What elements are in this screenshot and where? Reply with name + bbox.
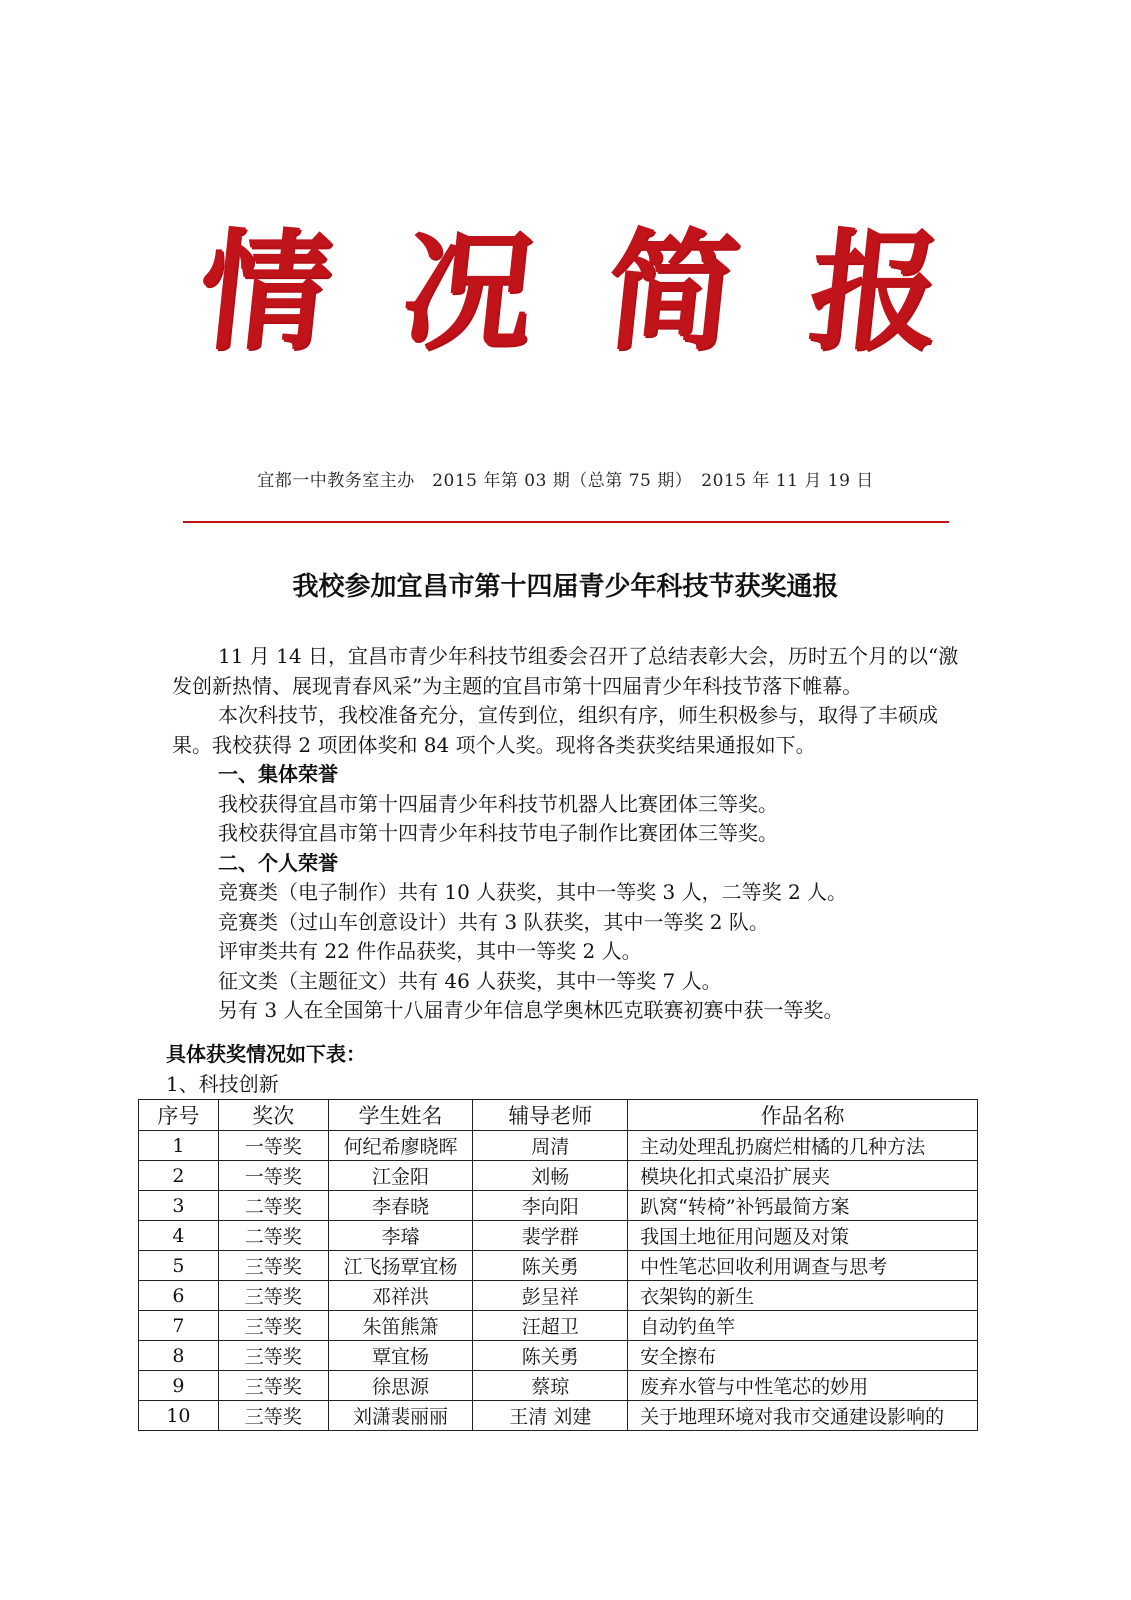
table-row: [139, 1281, 978, 1311]
table-heading: 具体获奖情况如下表：: [166, 1042, 366, 1066]
table-cell: 王清 刘建: [473, 1401, 628, 1431]
document-title: 我校参加宜昌市第十四届青少年科技节获奖通报: [292, 572, 839, 602]
table-cell: 二等奖: [218, 1221, 328, 1251]
column-header: 学生姓名: [328, 1100, 473, 1131]
table-cell: 江飞扬覃宜杨: [328, 1251, 473, 1281]
table-cell: 自动钓鱼竿: [628, 1311, 978, 1341]
table-cell: 8: [139, 1341, 219, 1371]
section-heading: 一、集体荣誉: [218, 762, 338, 786]
table-cell: 刘潇裴丽丽: [328, 1401, 473, 1431]
list-item: 竞赛类（电子制作）共有 10 人获奖，其中一等奖 3 人，二等奖 2 人。: [218, 880, 848, 904]
table-row: [139, 1341, 978, 1371]
table-cell: 蔡琼: [473, 1371, 628, 1401]
table-cell: 李向阳: [473, 1191, 628, 1221]
masthead-char: 报: [801, 215, 949, 368]
table-row: [139, 1311, 978, 1341]
table-cell: 6: [139, 1281, 219, 1311]
table-cell: 李璿: [328, 1221, 473, 1251]
table-subheading: 1、科技创新: [166, 1072, 279, 1096]
table-cell: 覃宜杨: [328, 1341, 473, 1371]
table-cell: 7: [139, 1311, 219, 1341]
table-cell: 江金阳: [328, 1161, 473, 1191]
table-cell: 朱笛熊箫: [328, 1311, 473, 1341]
table-cell: 1: [139, 1131, 219, 1161]
table-cell: 主动处理乱扔腐烂柑橘的几种方法: [628, 1131, 978, 1161]
table-header-row: [139, 1100, 978, 1131]
list-item: 另有 3 人在全国第十八届青少年信息学奥林匹克联赛初赛中获一等奖。: [218, 998, 844, 1022]
table-cell: 陈关勇: [473, 1251, 628, 1281]
table-cell: 一等奖: [218, 1161, 328, 1191]
table-cell: 邓祥洪: [328, 1281, 473, 1311]
table-cell: 三等奖: [218, 1311, 328, 1341]
paragraph: 本次科技节，我校准备充分，宣传到位，组织有序，师生积极参与，取得了丰硕成果。我校获得 2 项团体奖和 84 项个人奖。现将各类获奖结果通报如下。: [172, 703, 938, 757]
list-item: 我校获得宜昌市第十四届青少年科技节机器人比赛团体三等奖。: [218, 791, 778, 816]
table-row: [139, 1131, 978, 1161]
table-cell: 废弃水管与中性笔芯的妙用: [628, 1371, 978, 1401]
table-cell: 9: [139, 1371, 219, 1401]
table-cell: 彭呈祥: [473, 1281, 628, 1311]
header-divider: [183, 521, 949, 523]
table-cell: 安全擦布: [628, 1341, 978, 1371]
table-cell: 模块化扣式桌沿扩展夹: [628, 1161, 978, 1191]
table-cell: 三等奖: [218, 1281, 328, 1311]
list-item: 评审类共有 22 件作品获奖，其中一等奖 2 人。: [218, 939, 642, 963]
table-cell: 2: [139, 1161, 219, 1191]
paragraph: 11 月 14 日，宜昌市青少年科技节组委会召开了总结表彰大会，历时五个月的以“激发创新热情、展现青春风采”为主题的宜昌市第十四届青少年科技节落下帷幕。: [172, 644, 959, 698]
issue-line: 宜都一中教务室主办 2015 年第 03 期（总第 75 期） 2015 年 11 月 19 日: [257, 471, 874, 491]
table-cell: 一等奖: [218, 1131, 328, 1161]
column-header: 奖次: [218, 1100, 328, 1131]
column-header: 序号: [139, 1100, 219, 1131]
table-row: [139, 1251, 978, 1281]
table-row: [139, 1221, 978, 1251]
table-cell: 我国土地征用问题及对策: [628, 1221, 978, 1251]
table-cell: 二等奖: [218, 1191, 328, 1221]
list-item: 竞赛类（过山车创意设计）共有 3 队获奖，其中一等奖 2 队。: [218, 909, 769, 934]
table-row: [139, 1401, 978, 1431]
table-cell: 3: [139, 1191, 219, 1221]
table-cell: 徐思源: [328, 1371, 473, 1401]
section-heading: 二、个人荣誉: [218, 850, 338, 875]
table-cell: 三等奖: [218, 1251, 328, 1281]
masthead: [192, 215, 949, 368]
table-cell: 李春晓: [328, 1191, 473, 1221]
table-row: [139, 1191, 978, 1221]
masthead-char: 情: [192, 215, 339, 368]
table-cell: 衣架钩的新生: [628, 1281, 978, 1311]
table-cell: 三等奖: [218, 1401, 328, 1431]
table-cell: 三等奖: [218, 1341, 328, 1371]
table-cell: 陈关勇: [473, 1341, 628, 1371]
column-header: 作品名称: [628, 1100, 978, 1131]
table-row: [139, 1161, 978, 1191]
list-item: 征文类（主题征文）共有 46 人获奖，其中一等奖 7 人。: [218, 968, 722, 993]
table-cell: 周清: [473, 1131, 628, 1161]
table-cell: 汪超卫: [473, 1311, 628, 1341]
table-cell: 5: [139, 1251, 219, 1281]
table-cell: 三等奖: [218, 1371, 328, 1401]
awards-table: [138, 1099, 978, 1431]
table-row: [139, 1371, 978, 1401]
table-cell: 4: [139, 1221, 219, 1251]
table-cell: 裴学群: [473, 1221, 628, 1251]
table-cell: 关于地理环境对我市交通建设影响的: [628, 1401, 978, 1431]
masthead-char: 况: [395, 215, 542, 368]
table-cell: 刘畅: [473, 1161, 628, 1191]
table-cell: 何纪希廖晓晖: [328, 1131, 473, 1161]
table-cell: 趴窝“转椅”补钙最简方案: [628, 1191, 978, 1221]
body-text: [172, 642, 972, 1026]
masthead-char: 简: [598, 215, 745, 368]
table-cell: 10: [139, 1401, 219, 1431]
list-item: 我校获得宜昌市第十四青少年科技节电子制作比赛团体三等奖。: [218, 821, 778, 845]
table-cell: 中性笔芯回收利用调查与思考: [628, 1251, 978, 1281]
column-header: 辅导老师: [473, 1100, 628, 1131]
